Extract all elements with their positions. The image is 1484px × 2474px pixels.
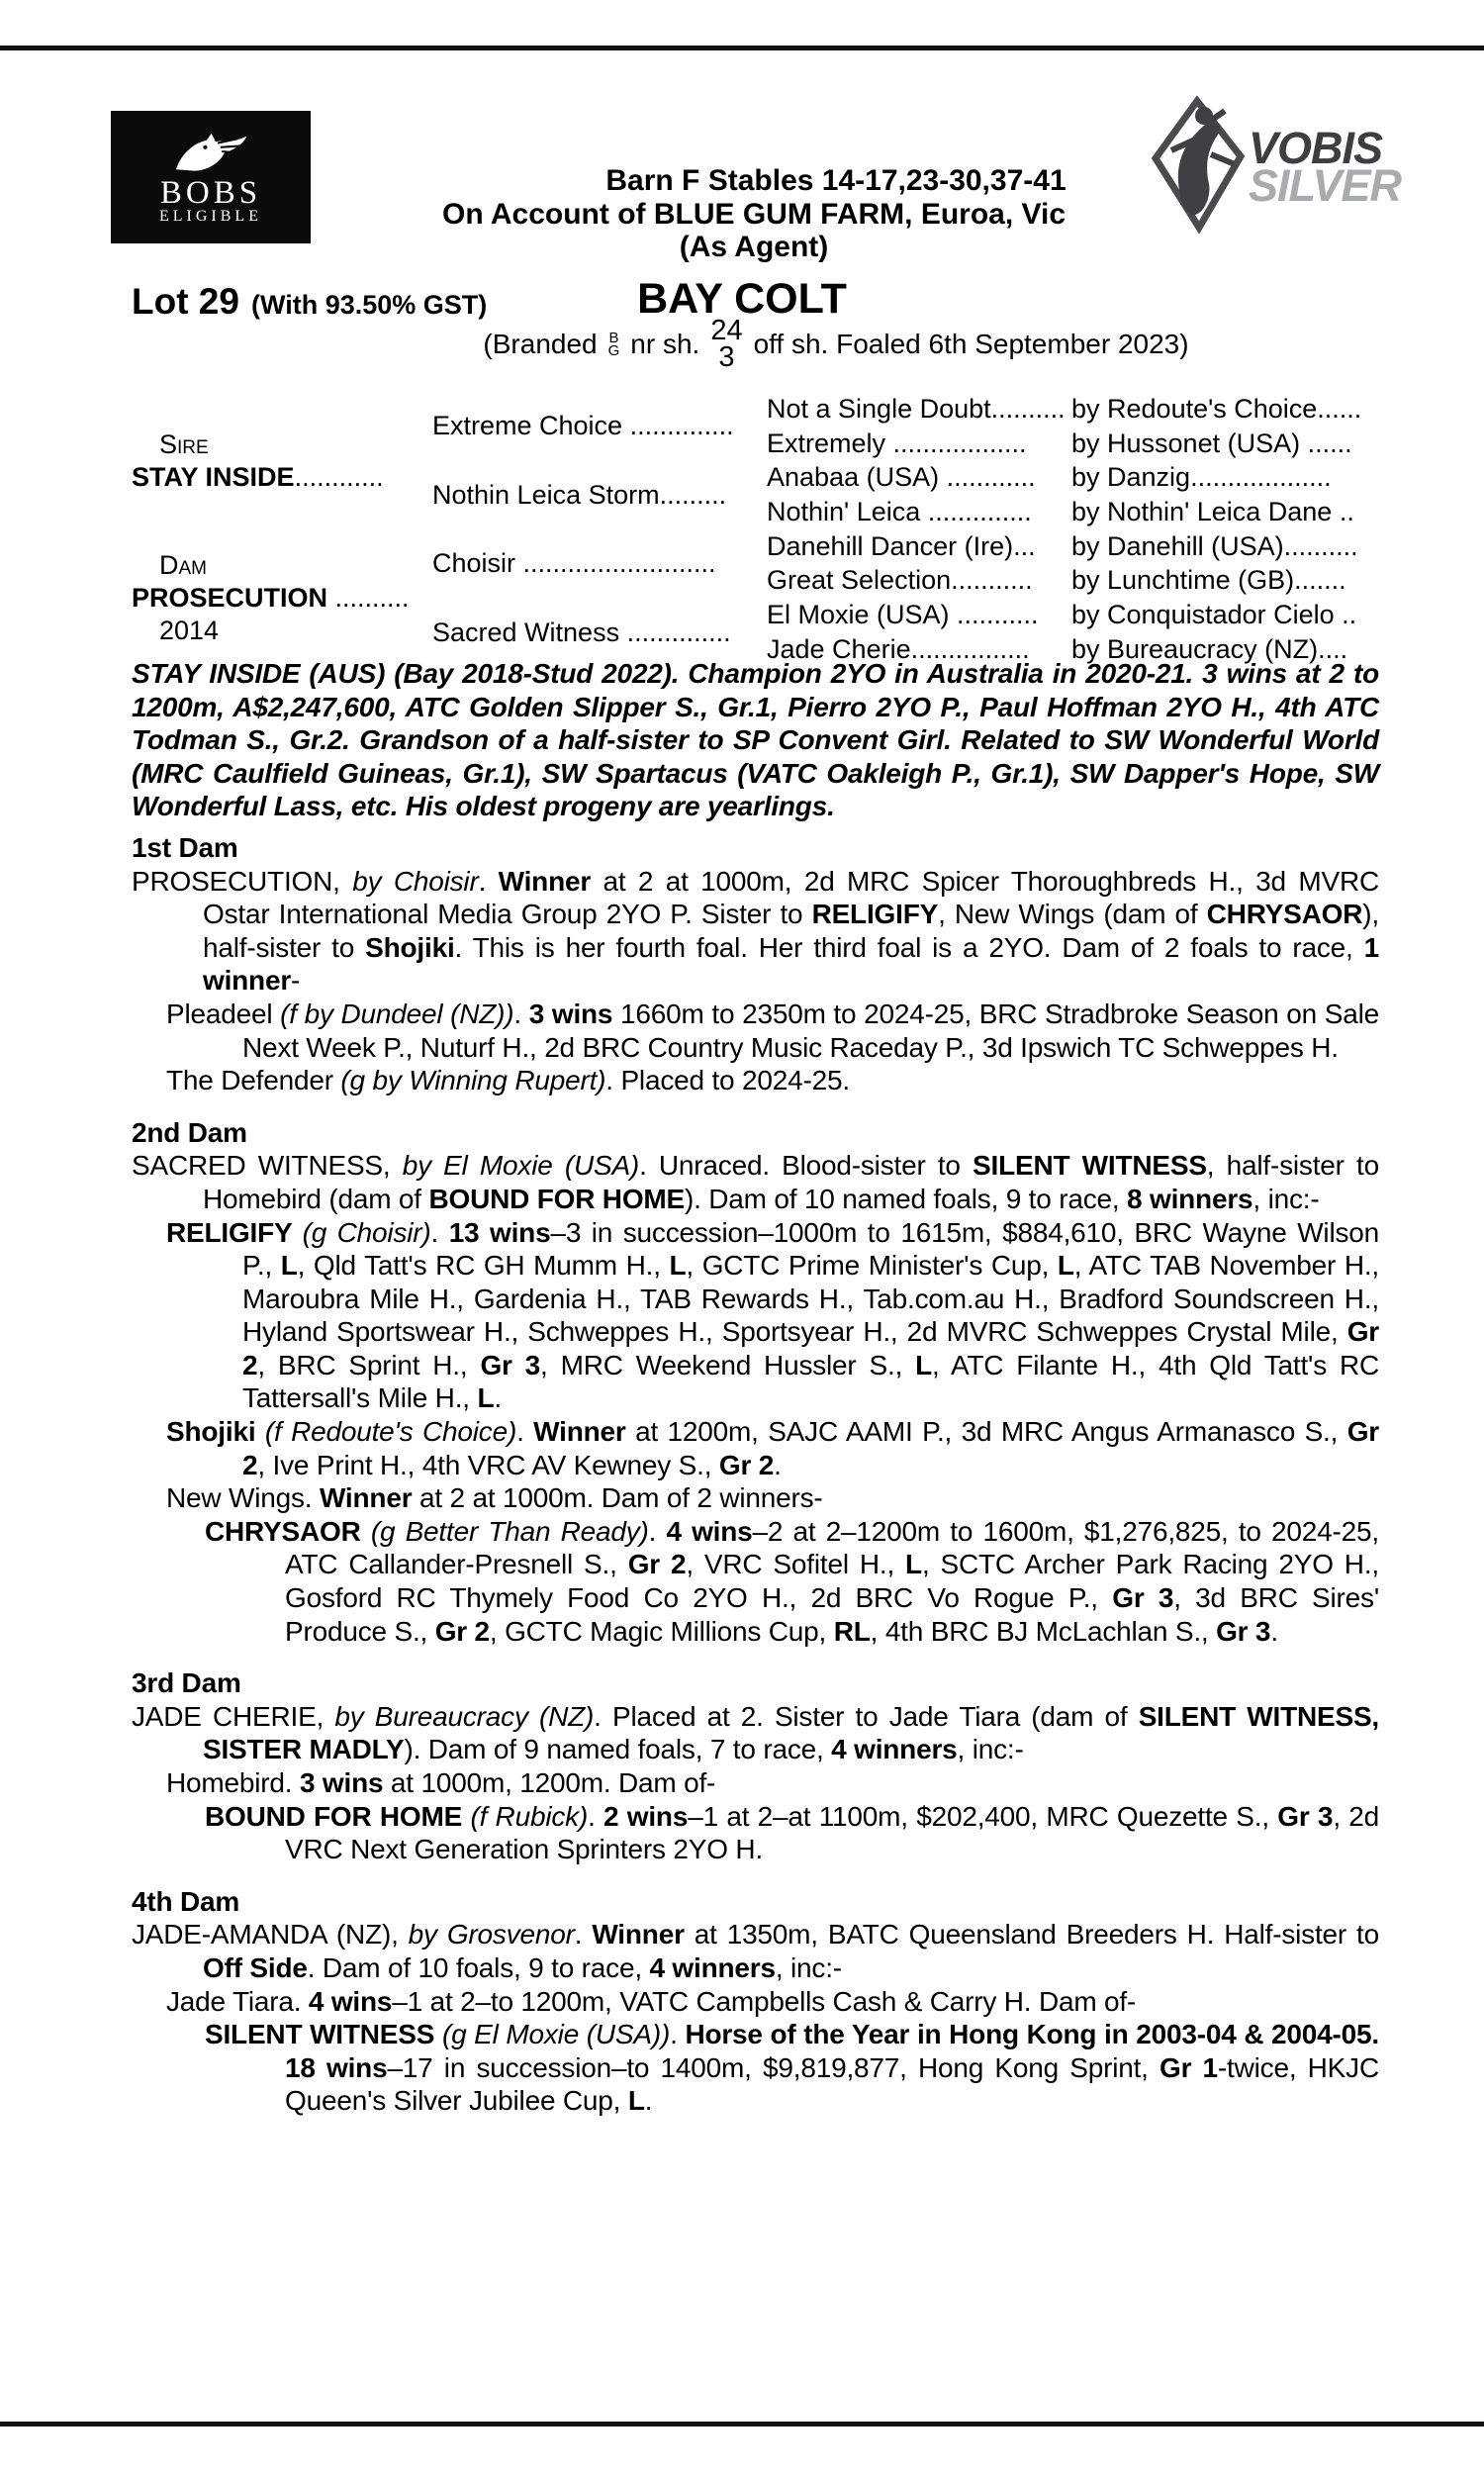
pedigree-paragraph: JADE CHERIE, by Bureaucracy (NZ). Placed at 2. Sister to Jade Tiara (dam of SILENT WITNESS, SISTER MADLY). Dam of 9 named foals, 7 to race, 4 winners, inc:-: [132, 1700, 1380, 1765]
dam-section: [132, 1116, 1379, 1649]
pedigree-paragraph: Shojiki (f Redoute's Choice). Winner at 1200m, SAJC AAMI P., 3d MRC Angus Armanasco S., Gr 2, Ive Print H., 4th VRC AV Kewney S., Gr 2.: [166, 1416, 1379, 1480]
dam-section: [132, 1885, 1379, 2118]
brand-numbers: 24 3: [710, 315, 743, 373]
vobis-logo-line2: SILVER: [1249, 159, 1402, 211]
bobs-eligible-logo: [111, 111, 311, 243]
sire-label: Sire: [159, 428, 209, 459]
sire-name: STAY INSIDE............: [132, 461, 384, 492]
pedigree-paragraph: Pleadeel (f by Dundeel (NZ)). 3 wins 1660m to 2350m to 2024-25, BRC Stradbroke Season on Sale Next Week P., Nuturf H., 2d BRC Country Music Raceday P., 3d Ipswich TC Schweppes H.: [166, 998, 1379, 1063]
bobs-logo-subtitle: ELIGIBLE: [159, 207, 262, 225]
barn-line: Barn F Stables 14-17,23-30,37-41: [605, 164, 1067, 197]
pedigree-row: Jade Cherie................ by Bureaucracy (NZ)....: [767, 633, 1348, 664]
dam-cell: [132, 529, 432, 667]
sire-cell: [132, 392, 432, 529]
pedigree-paragraph: Homebird. 3 wins at 1000m, 1200m. Dam of-: [166, 1767, 716, 1798]
bobs-logo-title: BOBS: [159, 174, 262, 211]
dam-heading: 2nd Dam: [132, 1116, 247, 1148]
branded-prefix: (Branded: [483, 329, 598, 359]
pedigree-text: [132, 657, 1379, 2118]
top-rule: [0, 46, 1484, 50]
dam-section: [132, 1666, 1379, 1866]
pedigree-table: [132, 392, 1379, 669]
bottom-rule: [0, 2422, 1484, 2426]
dam-heading: 1st Dam: [132, 831, 238, 863]
dam-section: [132, 831, 1379, 1097]
account-line: On Account of BLUE GUM FARM, Euroa, Vic: [441, 198, 1067, 231]
sire-summary: STAY INSIDE (AUS) (Bay 2018-Stud 2022). Champion 2YO in Australia in 2020-21. 3 wins at 2 to 1200m, A$2,247,600, ATC Golden Slipper S., Gr.1, Pierro 2YO P., Paul Hoffman 2YO H., 4th ATC Todman S., Gr.2. Grandson of a half-sister to SP Convent Girl. Related to SW Wonderful World (MRC Caulfield Guineas, Gr.1), SW Spartacus (VATC Oakleigh P., Gr.1), SW Dapper's Hope, SW Wonderful Lass, etc. His oldest progeny are yearlings.: [132, 658, 1379, 822]
pedigree-generation-3: [767, 392, 1379, 669]
pedigree-paragraph: SACRED WITNESS, by El Moxie (USA). Unraced. Blood-sister to SILENT WITNESS, half-sister to Homebird (dam of BOUND FOR HOME). Dam of 10 named foals, 9 to race, 8 winners, inc:-: [132, 1150, 1379, 1214]
dam-name: PROSECUTION ..........: [132, 583, 410, 613]
pedigree-paragraph: PROSECUTION, by Choisir. Winner at 2 at 1000m, 2d MRC Spicer Thoroughbreds H., 3d MVRC Ostar International Media Group 2YO P. Sister to RELIGIFY, New Wings (dam of CHRYSAOR), half-sister to Shojiki. This is her fourth foal. Her third foal is a 2YO. Dam of 2 foals to race, 1 winner-: [132, 865, 1380, 997]
pedigree-row: Anabaa (USA) ............ by Danzig...................: [767, 462, 1332, 493]
pedigree-ancestor: Extreme Choice ..............: [432, 411, 734, 441]
pedigree-generation-2: [432, 392, 767, 669]
pedigree-row: Nothin' Leica .............. by Nothin' Leica Dane ..: [767, 496, 1354, 526]
pedigree-ancestor: Sacred Witness ..............: [432, 617, 731, 647]
agent-line: (As Agent): [679, 231, 829, 263]
near-shoulder-label: nr sh.: [630, 329, 700, 359]
pedigree-row: Great Selection........... by Lunchtime (GB).......: [767, 565, 1346, 596]
gst-note: (With 93.50% GST): [250, 290, 488, 320]
pedigree-paragraph: RELIGIFY (g Choisir). 13 wins–3 in succession–1000m to 1615m, $884,610, BRC Wayne Wilson P., L, Qld Tatt's RC GH Mumm H., L, GCTC Prime Minister's Cup, L, ATC TAB November H., Maroubra Mile H., Gardenia H., TAB Rewards H., Tab.com.au H., Bradford Soundscreen H., Hyland Sportswear H., Schweppes H., Sportsyear H., 2d MVRC Schweppes Crystal Mile, Gr 2, BRC Sprint H., Gr 3, MRC Weekend Hussler S., L, ATC Filante H., 4th Qld Tatt's RC Tattersall's Mile H., L.: [166, 1216, 1380, 1414]
pedigree-row: Danehill Dancer (Ire)... by Danehill (USA)..........: [767, 530, 1358, 561]
horse-jockey-icon: [1148, 95, 1247, 238]
pedigree-row: Not a Single Doubt.......... by Redoute's Choice......: [767, 393, 1362, 424]
pedigree-row: El Moxie (USA) ........... by Conquistador Cielo ..: [767, 599, 1357, 629]
pedigree-paragraph: New Wings. Winner at 2 at 1000m. Dam of 2 winners-: [166, 1482, 823, 1514]
colour-sex-title: BAY COLT: [637, 275, 847, 323]
dam-sections: [132, 831, 1379, 2118]
pedigree-paragraph: Jade Tiara. 4 wins–1 at 2–to 1200m, VATC Campbells Cash & Carry H. Dam of-: [166, 1985, 1137, 2017]
dam-label: Dam: [159, 550, 207, 580]
lot-number: Lot 29: [132, 281, 239, 322]
brand-mark: B G: [607, 330, 620, 359]
dam-year: 2014: [159, 616, 220, 645]
pedigree-ancestor: Nothin Leica Storm.........: [432, 479, 727, 510]
horse-head-icon: [168, 131, 253, 177]
pedigree-paragraph: BOUND FOR HOME (f Rubick). 2 wins–1 at 2–at 1100m, $202,400, MRC Quezette S., Gr 3, 2d VRC Next Generation Sprinters 2YO H.: [205, 1800, 1380, 1865]
pedigree-paragraph: SILENT WITNESS (g El Moxie (USA)). Horse of the Year in Hong Kong in 2003-04 & 2004-05. 18 wins–17 in succession–to 1400m, $9,819,877, Hong Kong Sprint, Gr 1-twice, HKJC Queen's Silver Jubilee Cup, L.: [205, 2019, 1379, 2117]
branded-line: [188, 313, 1484, 376]
foaled-suffix: off sh. Foaled 6th September 2023): [753, 329, 1189, 359]
vobis-logo-line1: VOBIS: [1249, 122, 1383, 173]
pedigree-paragraph: CHRYSAOR (g Better Than Ready). 4 wins–2 at 2–1200m to 1600m, $1,276,825, to 2024-25, ATC Callander-Presnell S., Gr 2, VRC Sofitel H., L, SCTC Archer Park Racing 2YO H., Gosford RC Thymely Food Co 2YO H., 2d BRC Vo Rogue P., Gr 3, 3d BRC Sires' Produce S., Gr 2, GCTC Magic Millions Cup, RL, 4th BRC BJ McLachlan S., Gr 3.: [205, 1515, 1379, 1647]
pedigree-generation-1: [132, 392, 432, 669]
pedigree-paragraph: JADE-AMANDA (NZ), by Grosvenor. Winner at 1350m, BATC Queensland Breeders H. Half-sister to Off Side. Dam of 10 foals, 9 to race, 4 winners, inc:-: [132, 1919, 1379, 1983]
pedigree-ancestor: Choisir ..........................: [432, 548, 716, 579]
dam-heading: 3rd Dam: [132, 1667, 241, 1699]
vobis-silver-logo: [1148, 95, 1401, 238]
dam-heading: 4th Dam: [132, 1885, 240, 1917]
pedigree-paragraph: The Defender (g by Winning Rupert). Placed to 2024-25.: [166, 1065, 850, 1096]
pedigree-row: Extremely .................. by Hussonet (USA) ......: [767, 428, 1352, 458]
